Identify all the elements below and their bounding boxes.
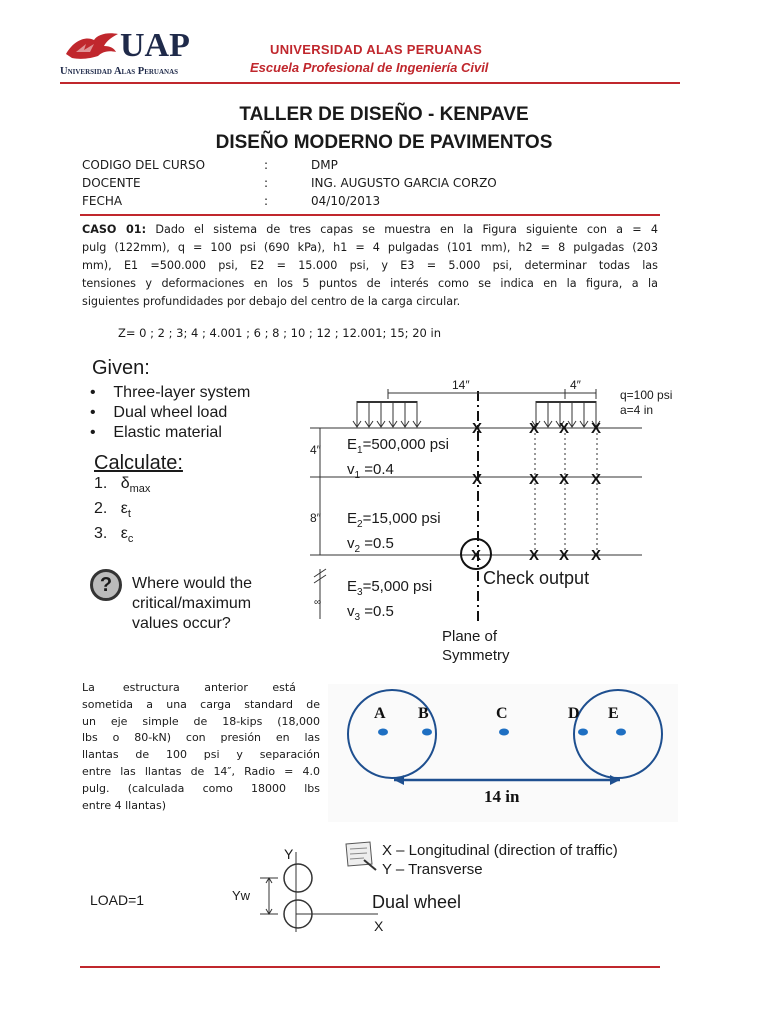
question-icon: ? <box>90 569 122 601</box>
title-line-1: TALLER DE DISEÑO - KENPAVE <box>239 104 529 125</box>
meta-sep-course: : <box>264 158 269 172</box>
given-item: • Three-layer system <box>90 384 251 401</box>
logo-bird-icon <box>64 30 120 64</box>
footer-rule <box>80 966 660 968</box>
meta-value-date: 04/10/2013 <box>311 194 381 208</box>
point-e-label: E <box>608 705 619 722</box>
x-mark: X <box>471 547 482 564</box>
load-label: LOAD=1 <box>90 892 145 908</box>
logo-subtitle: Universidad Alas Peruanas <box>60 66 179 77</box>
point-c-label: C <box>496 705 508 722</box>
calc-item: 3. $\varepsilon_c$ <box>94 525 134 546</box>
check-output-label: Check output <box>483 568 590 588</box>
caso-line-5: siguientes profundidades por debajo del centro de la carga circular. <box>82 295 461 308</box>
yw-label: Yw <box>232 888 251 903</box>
x-mark: X <box>559 547 570 564</box>
point-b-label: B <box>418 705 429 722</box>
left-wheel <box>348 690 436 778</box>
x-mark: X <box>559 471 570 488</box>
caso-line-1: Dado el sistema de tres capas se muestra en la Figura siguiente con a = 4 <box>155 223 659 236</box>
x-mark: X <box>472 420 483 437</box>
dim-4: 4″ <box>570 378 581 392</box>
point-e-marker <box>616 729 626 736</box>
caso-line-3: mm), E1 =500.000 psi, E2 = 15.000 psi, y E3 = 5.000 psi, determinar todas las <box>82 259 658 272</box>
meta-value-teacher: ING. AUGUSTO GARCIA CORZO <box>311 176 497 190</box>
meta-label-course: CODIGO DEL CURSO <box>82 158 206 172</box>
x-mark: X <box>529 420 540 437</box>
x-mark: X <box>472 471 483 488</box>
given-list <box>90 383 250 443</box>
x-mark: X <box>559 420 570 437</box>
title-line-2: DISEÑO MODERNO DE PAVIMENTOS <box>215 132 553 153</box>
meta-sep-date: : <box>264 194 269 208</box>
figure-dual-wheel <box>220 834 660 944</box>
point-b-marker <box>422 729 432 736</box>
x-mark: X <box>591 420 602 437</box>
layer2-props: $E_2=15,000$ psi $v_2 =0.5$ <box>347 510 441 555</box>
calc-item: 2. $\varepsilon_t$ <box>94 500 131 521</box>
point-d-label: D <box>568 705 580 722</box>
header-rule <box>60 82 680 84</box>
calc-item: 1. $\delta_{max}$ <box>94 475 151 496</box>
meta-value-course: DMP <box>311 158 338 172</box>
legend-y: Y – Transverse <box>382 861 483 878</box>
header <box>60 28 680 84</box>
point-c-marker <box>499 729 509 736</box>
q-label: q=100 psi <box>620 388 673 402</box>
dual-wheel-label: Dual wheel <box>372 892 462 912</box>
school-name: Escuela Profesional de Ingeniería Civil <box>250 60 489 75</box>
note-icon <box>346 842 376 870</box>
point-d-marker <box>578 729 588 736</box>
x-mark: X <box>591 471 602 488</box>
logo-text: UAP <box>120 27 190 64</box>
meta-rule <box>80 214 660 216</box>
meta-label-date: FECHA <box>82 194 123 208</box>
legend-x: X – Longitudinal (direction of traffic) <box>382 842 618 859</box>
dim-14: 14″ <box>452 378 470 392</box>
x-mark: X <box>529 547 540 564</box>
x-marks <box>471 420 601 564</box>
question-text: Where would the critical/maximum values occur? <box>132 575 253 632</box>
inf-label: ∞ <box>314 597 322 608</box>
h2-label: 8″ <box>310 511 321 525</box>
load-paragraph: La estructura anterior está sometida a una carga standard de un eje simple de 18-kips (18,000 lbs o 80-kN) con presión en las llantas de 100 psi y separación entre las llantas de 14″, Radio = 4.0 pulg. (calculada como 18000 lbs entre 4 llantas) <box>82 681 320 812</box>
a-label: a=4 in <box>620 403 654 417</box>
figure-wheel-points <box>328 684 678 822</box>
meta-sep-teacher: : <box>264 176 269 190</box>
layer1-props: $E_1=500,000$ psi $v_1 =0.4$ <box>347 436 449 481</box>
calculate-list <box>94 474 150 550</box>
point-a-label: A <box>374 705 386 722</box>
university-name: UNIVERSIDAD ALAS PERUANAS <box>270 42 483 57</box>
layer3-props: $E_3=5,000$ psi $v_3 =0.5$ <box>347 578 433 623</box>
given-title: Given: <box>92 357 150 379</box>
x-axis-label: X <box>374 918 384 934</box>
given-item: • Elastic material <box>90 424 222 441</box>
caso-line-2: pulg (122mm), q = 100 psi (690 kPa), h1 = 4 pulgadas (101 mm), h2 = 8 pulgadas (203 <box>82 241 658 254</box>
point-a-marker <box>378 729 388 736</box>
depths-line: Z= 0 ; 2 ; 3; 4 ; 4.001 ; 6 ; 8 ; 10 ; 12 ; 12.001; 15; 20 in <box>118 326 441 340</box>
caso-line-4: tensiones y deformaciones en los 5 puntos de interés como se indica en la figura, a la <box>82 277 658 290</box>
figure-three-layer <box>80 355 680 670</box>
y-axis-label: Y <box>284 846 294 862</box>
caso-paragraph: CASO 01: Dado el sistema de tres capas se muestra en la Figura siguiente con a = 4 pulg (122mm), q = 100 psi (690 kPa), h1 = 4 pulgadas (101 mm), h2 = 8 pulgadas (203 mm), E1 =500.000 psi, E2 = 15.000 psi, y E3 = 5.000 psi, determinar todas las tensiones y deformaciones en los 5 puntos de interés como se indica en la figura, a la siguientes profundidades por debajo del centro de la carga circular. <box>82 221 658 311</box>
wheel-top <box>284 864 312 892</box>
caso-label: CASO 01 <box>82 223 142 236</box>
x-mark: X <box>591 547 602 564</box>
h1-label: 4″ <box>310 443 321 457</box>
calculate-title: Calculate: <box>94 452 183 474</box>
given-item: • Dual wheel load <box>90 404 228 421</box>
distance-label: 14 in <box>484 787 520 806</box>
meta-label-teacher: DOCENTE <box>82 176 141 190</box>
plane-of-symmetry: Plane of Symmetry <box>442 628 510 664</box>
x-mark: X <box>529 471 540 488</box>
